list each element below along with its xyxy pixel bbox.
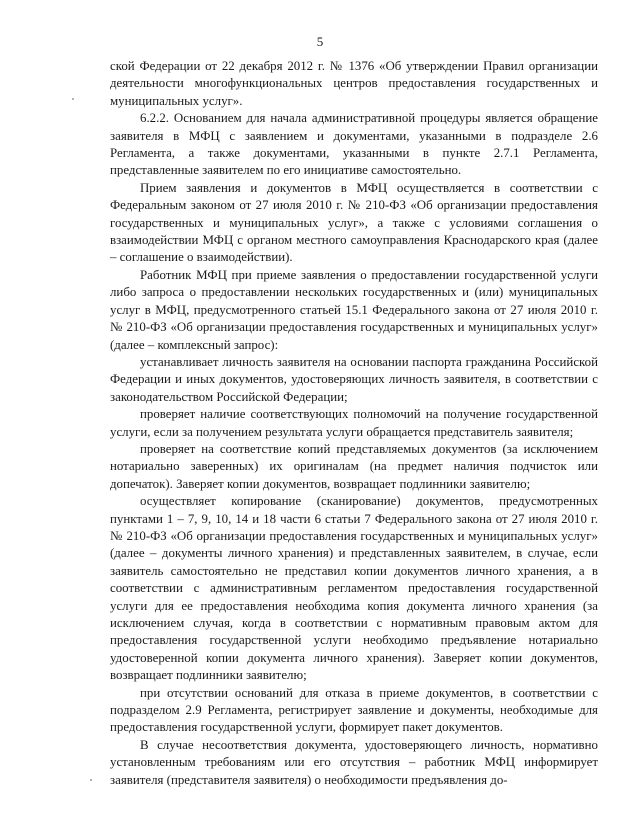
- paragraph-6-2-2: 6.2.2. Основанием для начала административной процедуры является обращение заявителя в МФЦ с заявлением и документами, указанными в подразделе 2.6 Регламента, а также документами, указанными в пункте 2.7.1 Регламента, представленные заявителем по его инициативе самостоятельно.: [110, 111, 598, 178]
- paragraph-copying: осуществляет копирование (сканирование) документов, предусмотренных пунктами 1 – 7, 9, 10, 14 и 18 части 6 статьи 7 Федерального закона от 27 июля 2010 г. № 210-ФЗ «Об организации предоставления государственных и муниципальных услуг» (далее – документы личного хранения) и представленных заявителем, в случае, если заявитель самостоятельно не представил копии документов личного хранения, а в соответствии с административным регламентом предоставления государственной услуги для ее предоставления необходима копия документа личного хранения (за исключением случая, когда в соответствии с нормативным правовым актом для предоставления государственной услуги необходимо предъявление нотариально удостоверенной копии документа личного хранения). Заверяет копии документов, возвращает подлинники заявителю;: [110, 494, 598, 683]
- paragraph-copies-check: проверяет на соответствие копий представляемых документов (за исключением нотариально заверенных) их оригиналам (на предмет наличия подчисток или допечаток). Заверяет копии документов, возвращает подлинники заявителю;: [110, 441, 598, 491]
- paragraph-authority-check: проверяет наличие соответствующих полномочий на получение государственной услуги, если за получением результата услуги обращается представитель заявителя;: [110, 407, 598, 439]
- paragraph-registration: при отсутствии оснований для отказа в приеме документов, в соответствии с подразделом 2.9 Регламента, регистрирует заявление и документы, необходимые для предоставления государственной услуги, формирует пакет документов.: [110, 685, 598, 735]
- paragraph-identity-check: устанавливает личность заявителя на основании паспорта гражданина Российской Федерации и иных документов, удостоверяющих личность заявителя, в соответствии с законодательством Российской Федерации;: [110, 354, 598, 404]
- page-number: 5: [316, 34, 324, 49]
- paragraph-mismatch: В случае несоответствия документа, удостоверяющего личность, нормативно установленным требованиям или его отсутствия – работник МФЦ информирует заявителя (представителя заявителя) о необходимости предъявления до-: [110, 737, 598, 787]
- paragraph-reception: Прием заявления и документов в МФЦ осуществляется в соответствии с Федеральным законом от 27 июля 2010 г. № 210-ФЗ «Об организации предоставления государственных и муниципальных услуг», а также с условиями соглашения о взаимодействии МФЦ с органом местного самоуправления Краснодарского края (далее – соглашение о взаимодействии).: [110, 180, 598, 265]
- document-body: [110, 58, 598, 789]
- scan-speck-top: [72, 98, 74, 100]
- scan-speck-bottom: [90, 779, 92, 781]
- paragraph-continuation: ской Федерации от 22 декабря 2012 г. № 1376 «Об утверждении Правил организации деятельности многофункциональных центров предоставления государственных и муниципальных услуг».: [110, 59, 598, 108]
- paragraph-worker-duties: Работник МФЦ при приеме заявления о предоставлении государственной услуги либо запроса о предоставлении нескольких государственных и (или) муниципальных услуг в МФЦ, предусмотренного статьей 15.1 Федерального закона от 27 июля 2010 г. № 210-ФЗ «Об организации предоставления государственных и муниципальных услуг» (далее – комплексный запрос):: [110, 267, 598, 352]
